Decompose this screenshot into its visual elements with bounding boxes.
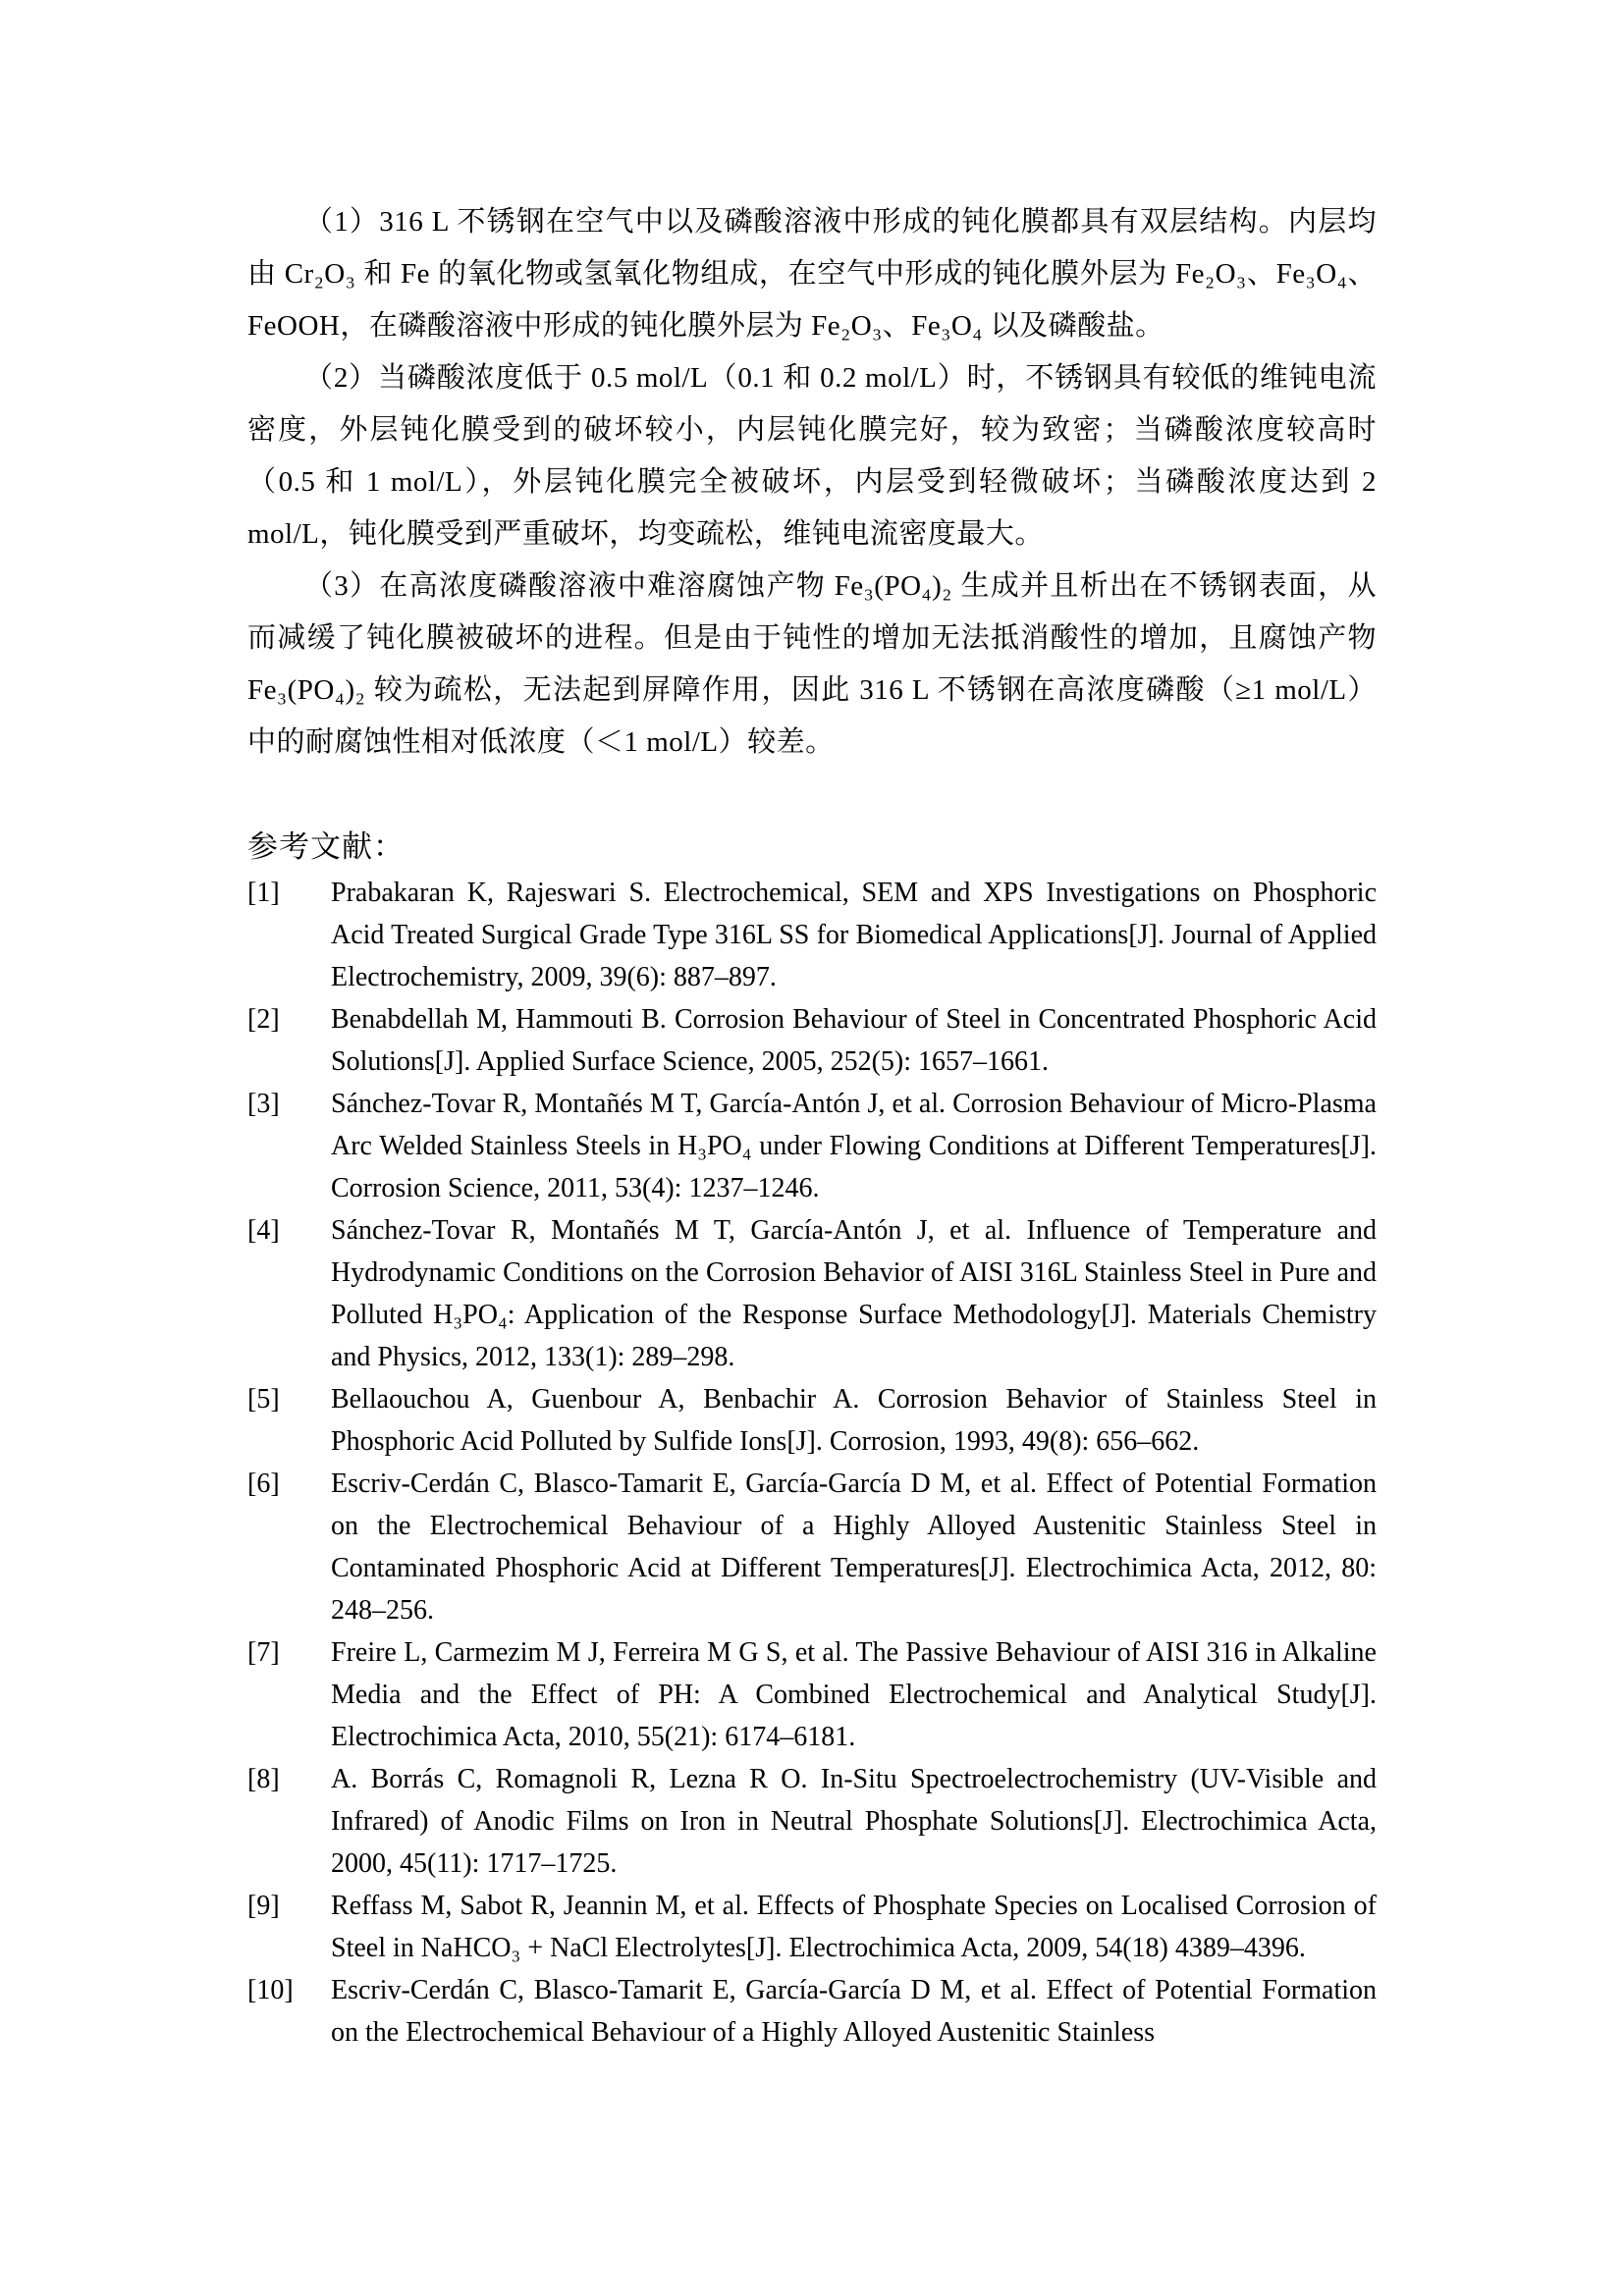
reference-item-2 bbox=[247, 998, 1377, 1083]
conclusion-paragraph-3: （3）在高浓度磷酸溶液中难溶腐蚀产物 Fe₃(PO₄)₂ 生成并且析出在不锈钢表面，从而减缓了钝化膜被破坏的进程。但是由于钝性的增加无法抵消酸性的增加，且腐蚀产物 Fe₃(PO₄)₂ 较为疏松，无法起到屏障作用，因此 316 L 不锈钢在高浓度磷酸（≥1 mol/L）中的耐腐蚀性相对低浓度（＜1 mol/L）较差。 bbox=[247, 570, 1377, 758]
conclusion-paragraph-1: （1）316 L 不锈钢在空气中以及磷酸溶液中形成的钝化膜都具有双层结构。内层均由 Cr₂O₃ 和 Fe 的氧化物或氢氧化物组成，在空气中形成的钝化膜外层为 Fe₂O₃、Fe₃O₄、FeOOH，在磷酸溶液中形成的钝化膜外层为 Fe₂O₃、Fe₃O₄ 以及磷酸盐。 bbox=[247, 206, 1377, 342]
reference-text: Escriv-Cerdán C, Blasco-Tamarit E, García-García D M, et al. Effect of Potential Formation on the Electrochemical Behaviour of a Highly Alloyed Austenitic Stainless Steel in Contaminated Phosphoric Acid at Different Temperatures[J]. Electrochimica Acta, 2012, 80: 248–256. bbox=[331, 1468, 1377, 1626]
reference-number: [3] bbox=[247, 1089, 280, 1119]
conclusion-paragraph-2: （2）当磷酸浓度低于 0.5 mol/L（0.1 和 0.2 mol/L）时，不锈钢具有较低的维钝电流密度，外层钝化膜受到的破坏较小，内层钝化膜完好，较为致密；当磷酸浓度较高时（0.5 和 1 mol/L），外层钝化膜完全被破坏，内层受到轻微破坏；当磷酸浓度达到 2 mol/L，钝化膜受到严重破坏，均变疏松，维钝电流密度最大。 bbox=[247, 362, 1377, 550]
reference-item-8 bbox=[247, 1758, 1377, 1885]
reference-item-7 bbox=[247, 1631, 1377, 1758]
references-heading: 参考文献： bbox=[247, 829, 405, 864]
reference-number: [4] bbox=[247, 1215, 280, 1246]
reference-item-6 bbox=[247, 1463, 1377, 1631]
reference-text: Sánchez-Tovar R, Montañés M T, García-Antón J, et al. Influence of Temperature and Hydrodynamic Conditions on the Corrosion Behavior of AISI 316L Stainless Steel in Pure and Polluted H₃PO₄: Application of the Response Surface Methodology[J]. Materials Chemistry and Physics, 2012, 133(1): 289–298. bbox=[331, 1215, 1377, 1372]
reference-text: Prabakaran K, Rajeswari S. Electrochemical, SEM and XPS Investigations on Phosphoric Acid Treated Surgical Grade Type 316L SS for Biomedical Applications[J]. Journal of Applied Electrochemistry, 2009, 39(6): 887–897. bbox=[331, 878, 1377, 992]
reference-text: Freire L, Carmezim M J, Ferreira M G S, et al. The Passive Behaviour of AISI 316 in Alkaline Media and the Effect of PH: A Combined Electrochemical and Analytical Study[J]. Electrochimica Acta, 2010, 55(21): 6174–6181. bbox=[331, 1637, 1377, 1752]
reference-number: [1] bbox=[247, 878, 280, 908]
reference-item-10 bbox=[247, 1969, 1377, 2054]
page-content bbox=[247, 196, 1377, 2054]
references-list bbox=[247, 872, 1377, 2054]
reference-number: [2] bbox=[247, 1004, 280, 1035]
reference-text: Escriv-Cerdán C, Blasco-Tamarit E, García-García D M, et al. Effect of Potential Formation on the Electrochemical Behaviour of a Highly Alloyed Austenitic Stainless bbox=[331, 1975, 1377, 2048]
reference-item-9 bbox=[247, 1885, 1377, 1969]
reference-item-5 bbox=[247, 1378, 1377, 1463]
reference-number: [7] bbox=[247, 1637, 280, 1668]
reference-text: Sánchez-Tovar R, Montañés M T, García-Antón J, et al. Corrosion Behaviour of Micro-Plasma Arc Welded Stainless Steels in H₃PO₄ under Flowing Conditions at Different Temperatures[J]. Corrosion Science, 2011, 53(4): 1237–1246. bbox=[331, 1089, 1377, 1203]
reference-text: Benabdellah M, Hammouti B. Corrosion Behaviour of Steel in Concentrated Phosphoric Acid Solutions[J]. Applied Surface Science, 2005, 252(5): 1657–1661. bbox=[331, 1004, 1377, 1077]
reference-item-3 bbox=[247, 1083, 1377, 1209]
reference-number: [10] bbox=[247, 1975, 294, 2005]
reference-number: [5] bbox=[247, 1384, 280, 1415]
reference-item-4 bbox=[247, 1209, 1377, 1378]
reference-number: [9] bbox=[247, 1891, 280, 1921]
reference-text: A. Borrás C, Romagnoli R, Lezna R O. In-Situ Spectroelectrochemistry (UV-Visible and Infrared) of Anodic Films on Iron in Neutral Phosphate Solutions[J]. Electrochimica Acta, 2000, 45(11): 1717–1725. bbox=[331, 1764, 1377, 1879]
reference-text: Reffass M, Sabot R, Jeannin M, et al. Effects of Phosphate Species on Localised Corrosion of Steel in NaHCO₃ + NaCl Electrolytes[J]. Electrochimica Acta, 2009, 54(18) 4389–4396. bbox=[331, 1891, 1377, 1963]
reference-number: [8] bbox=[247, 1764, 280, 1794]
reference-item-1 bbox=[247, 872, 1377, 998]
reference-text: Bellaouchou A, Guenbour A, Benbachir A. Corrosion Behavior of Stainless Steel in Phosphoric Acid Polluted by Sulfide Ions[J]. Corrosion, 1993, 49(8): 656–662. bbox=[331, 1384, 1377, 1457]
reference-number: [6] bbox=[247, 1468, 280, 1499]
